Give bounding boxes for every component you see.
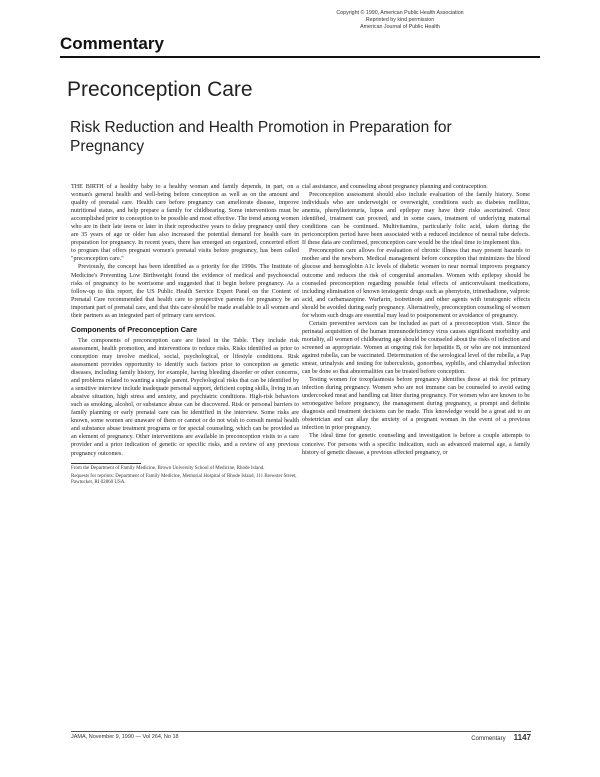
page-footer — [440, 733, 531, 742]
body-paragraph: cial assistance, and counseling about pregnancy planning and contraception. — [302, 184, 488, 190]
copyright-line: Reprinted by kind permission — [365, 17, 435, 23]
section-heading: Components of Preconception Care — [71, 324, 198, 334]
copyright-line: American Journal of Public Health — [360, 24, 440, 30]
footer-section-label: Commentary — [471, 736, 506, 742]
body-paragraph: Preconception care allows for evaluation of chronic illness that may present hazards to mother and the newborn. Medical management before conception that minimizes the blood glucose and hemoglobin A1c levels of diabetic women to near normal improves pregnancy outcome and reduces the risk of congenital anomalies. Women with epilepsy should be counseled preconception regarding possible fetal effects of anticonvulsant medications, including elimination of known teratogenic drugs such as phenytoin, trimethadione, valproic acid, and carbamazepine. Warfarin, isotretinoin and other agents with teratogenic effects should be avoided during early pregnancy. Alternatively, preconception counseling of women for whom such drugs are essential may lead to postponement or avoidance of pregnancy. — [302, 248, 530, 319]
footnote-affiliation: From the Department of Family Medicine, Brown University School of Medicine, Rhode Island. — [71, 466, 265, 472]
body-paragraph: Testing women for toxoplasmosis before pregnancy identifies those at risk for primary infection during pregnancy. Women who are not immune can be counseled to avoid eating undercooked meat and handling cat litter during pregnancy. For women who are known to be seronegative before pregnancy, the management during pregnancy, a prompt and definite diagnosis and treatment decisions can be made. This knowledge would be a great aid to an obstetrician and can allay the anxiety of a pregnant woman in the event of a previous infection in prior pregnancy. — [302, 377, 530, 432]
body-paragraph: Certain preventive services can be included as part of a preconception visit. Since the perinatal acquisition of the human immunodeficiency virus causes significant morbidity and mortality, all women of childbearing age should be counseled about the risks of infection and screened as appropriate. Women at ongoing risk for hepatitis B, or who are not immunized against rubella, can be vaccinated. Determination of the serological level of the rubella, a Pap smear, urinalysis and testing for tuberculosis, gonorrhea, syphilis, and chlamydial infection can be done so that abnormalities can be treated before conception. — [302, 320, 530, 376]
footer-rule — [71, 731, 531, 732]
body-paragraph: The components of preconception care are listed in the Table. They include risk assessment, health promotion, and interventions to reduce risks. Risks identified as prior to conception may involve medical, social, psychological, or lifestyle conditions. Risk assessment provides opportunity to identify such factors prior to conception as genetic diseases, including family history, for example, having bleeding disorder or other concerns, and problems related to wanting a single parent. Psychological risks that can be identified by a sensitive interview include inadequate personal support, deficient coping skills, living in an abusive situation, high stress and anxiety, and psychiatric conditions. High-risk behaviors such as smoking, alcohol, or substance abuse can be discovered. Risk or personal barriers to family planning or early prenatal care can be identified in the interview. Some risks are known, some women are unaware of them or cannot or do not wish to consult mental health and substance abuse treatment programs or for special counseling, which can be provided as an element of pregnancy. Other interventions are available in preconception visits to a care provider and a prior indication of genetic or specific risks, and a review of any previous pregnancy outcomes. — [71, 337, 299, 457]
copyright-line: Copyright © 1990, American Public Health Association — [336, 10, 464, 16]
right-column — [302, 183, 530, 457]
footnote-reprints: Requests for reprints: Department of Family Medicine, Memorial Hospital of Rhode Island, 111 Brewster Street, Pawtucket, RI 02860 USA. — [71, 473, 297, 486]
page-number: 1147 — [513, 733, 531, 742]
body-paragraph: THE BIRTH of a healthy baby to a healthy woman and family depends, in part, on a woman's general health and well-being before conception as well as on the amount and quality of prenatal care. Health care before pregnancy can ameliorate disease, improve nutritional status, and help prepare a family for childbearing. Some interventions must be accomplished prior to conception to be possible and most effective. The trend among women who are in their late teens or later in their reproductive years to delay pregnancy until they are 35 years of age or older has also increased the potential demand for health care in preparation for pregnancy. In recent years, there has emerged an organized, concerted effort to program that offers pregnant women's prenatal visits before pregnancy, has been called "preconception care." — [71, 184, 299, 263]
footnotes — [71, 466, 299, 487]
body-paragraph: The ideal time for genetic counseling and investigation is before a couple attempts to conceive. For persons with a specific indication, such as advanced maternal age, a family history of genetic disease, a previous affected pregnancy, or — [302, 433, 530, 456]
article-title: Preconception Care — [67, 78, 253, 101]
section-label: Commentary — [60, 34, 164, 53]
copyright-notice — [250, 10, 550, 31]
left-column — [71, 183, 299, 488]
footnote-rule — [71, 463, 141, 464]
article-subtitle: Risk Reduction and Health Promotion in Preparation for Pregnancy — [70, 119, 452, 155]
header-rule — [60, 56, 540, 58]
body-paragraph: Previously, the concept has been identified as a priority for the 1990s. The Institute of Medicine's Preventing Low Birthweight found the evidence of medical and psychosocial risks of pregnancy to be worrisome and suggested that it begin before pregnancy. As a follow-up to this report, the US Public Health Service Expert Panel on the Content of Prenatal Care recommended that health care to prospective parents for pregnancy be an important part of prenatal care, and that this care should be made available to all women and their partners as an integrated part of primary care services. — [71, 264, 299, 319]
journal-citation: JAMA, November 9, 1990 — Vol 264, No 18 — [71, 734, 179, 740]
body-paragraph: Preconception assessment should also include evaluation of the family history. Some individuals who are underweight or overweight, conditions such as diabetes mellitus, anemia, phenylketonuria, lupus and epilepsy may have their risks ascertained. Once identified, treatment can proceed, and in some cases, treatment of underlying maternal conditions can be continued. Multivitamins, particularly folic acid, taken during the periconception period have been associated with a reduced incidence of neural tube defects. If these data are confirmed, preconception care would be the ideal time to implement this. — [302, 192, 530, 247]
